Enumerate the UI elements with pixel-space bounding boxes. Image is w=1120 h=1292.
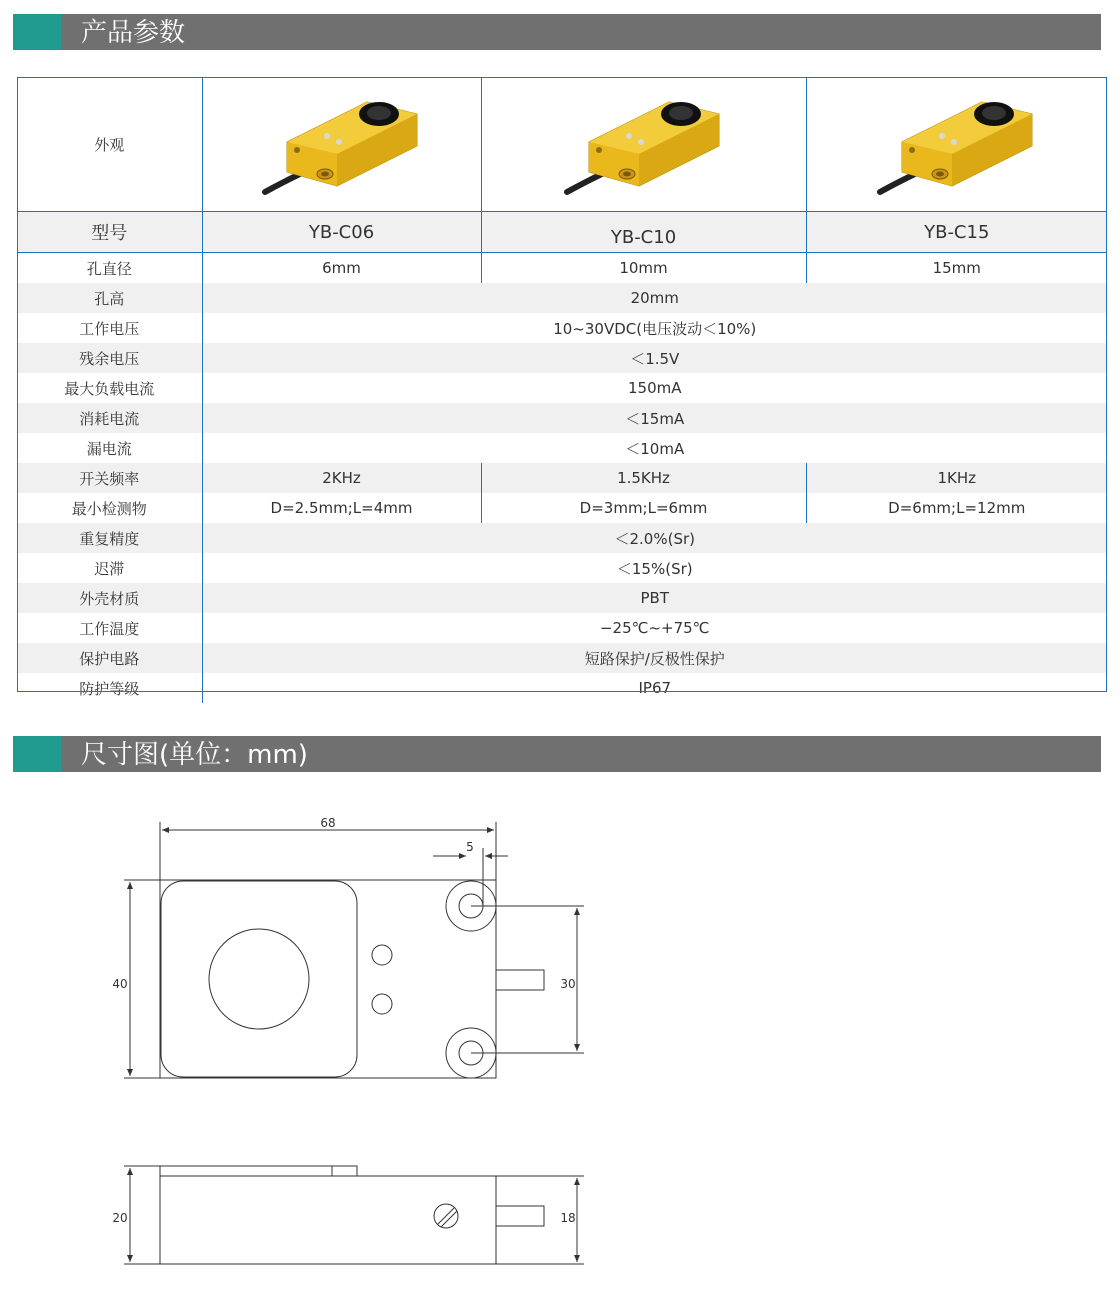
value-cell: −25℃~+75℃	[202, 613, 1107, 643]
dimensions-title: 尺寸图(单位：mm)	[81, 740, 308, 770]
spec-row-leakage-current	[17, 433, 1107, 463]
row-label: 迟滞	[17, 553, 202, 583]
product-image-1	[202, 77, 481, 212]
value-cell: 10mm	[481, 253, 806, 284]
spec-row-working-voltage	[17, 313, 1107, 343]
spec-row-protection-grade	[17, 673, 1107, 703]
dim-side-height-label: 20	[112, 1211, 128, 1225]
spec-row-repeat-accuracy	[17, 523, 1107, 553]
value-cell: 1.5KHz	[481, 463, 806, 493]
value-cell: 2KHz	[202, 463, 481, 493]
row-label: 残余电压	[17, 343, 202, 373]
spec-row-working-temp	[17, 613, 1107, 643]
sensing-face	[161, 881, 357, 1077]
value-cell: D=2.5mm;L=4mm	[202, 493, 481, 523]
spec-row-residual-voltage	[17, 343, 1107, 373]
row-label: 外观	[17, 77, 202, 212]
row-label: 防护等级	[17, 673, 202, 703]
value-cell: PBT	[202, 583, 1107, 613]
model-cell: YB-C06	[202, 212, 481, 253]
value-cell: 20mm	[202, 283, 1107, 313]
dim-height-label: 40	[112, 977, 128, 991]
dim-hole-offset-label: 5	[466, 840, 474, 854]
product-image-3	[806, 77, 1107, 212]
spec-row-protection-circuit	[17, 643, 1107, 673]
value-cell: 15mm	[806, 253, 1107, 284]
side-connector	[496, 1206, 544, 1226]
value-cell: D=6mm;L=12mm	[806, 493, 1107, 523]
row-label: 最小检测物	[17, 493, 202, 523]
spec-row-housing-material	[17, 583, 1107, 613]
spec-row-max-load-current	[17, 373, 1107, 403]
value-cell: ＜2.0%(Sr)	[202, 523, 1107, 553]
row-label: 孔高	[17, 283, 202, 313]
connector	[496, 970, 544, 990]
product-params-title: 产品参数	[81, 18, 186, 48]
dimension-drawing	[0, 780, 700, 1280]
led-indicator	[372, 945, 392, 965]
row-label: 开关频率	[17, 463, 202, 493]
spec-row-min-detect-object	[17, 493, 1107, 523]
model-cell: YB-C15	[806, 212, 1107, 253]
value-cell: ＜15mA	[202, 403, 1107, 433]
dim-width-label: 68	[320, 816, 336, 830]
spec-row-hysteresis	[17, 553, 1107, 583]
spec-row-switch-frequency	[17, 463, 1107, 493]
row-label: 孔直径	[17, 253, 202, 284]
spec-row-hole-height	[17, 283, 1107, 313]
header-accent	[13, 736, 61, 772]
product-params-header	[13, 14, 1101, 50]
led-indicator	[372, 994, 392, 1014]
spec-table	[17, 77, 1107, 703]
value-cell: 短路保护/反极性保护	[202, 643, 1107, 673]
side-tab	[332, 1166, 357, 1176]
product-image-2	[481, 77, 806, 212]
spec-row-consumption-current	[17, 403, 1107, 433]
row-label: 外壳材质	[17, 583, 202, 613]
row-label: 工作电压	[17, 313, 202, 343]
appearance-row	[17, 77, 1107, 212]
row-label: 最大负载电流	[17, 373, 202, 403]
value-cell: 1KHz	[806, 463, 1107, 493]
side-view	[160, 1166, 544, 1264]
value-cell: ＜1.5V	[202, 343, 1107, 373]
row-label: 重复精度	[17, 523, 202, 553]
value-cell: D=3mm;L=6mm	[481, 493, 806, 523]
value-cell: 150mA	[202, 373, 1107, 403]
value-cell: 6mm	[202, 253, 481, 284]
value-cell: IP67	[202, 673, 1107, 703]
value-cell: ＜15%(Sr)	[202, 553, 1107, 583]
model-cell: YB-C10	[481, 212, 806, 253]
top-view	[160, 880, 544, 1078]
row-label: 型号	[17, 212, 202, 253]
row-label: 保护电路	[17, 643, 202, 673]
dimensions-header	[13, 736, 1101, 772]
row-label: 消耗电流	[17, 403, 202, 433]
row-label: 工作温度	[17, 613, 202, 643]
value-cell: 10~30VDC(电压波动＜10%)	[202, 313, 1107, 343]
model-row	[17, 212, 1107, 253]
spec-row-hole-diameter	[17, 253, 1107, 284]
dim-connector-height-label: 18	[560, 1211, 576, 1225]
side-view-body	[160, 1176, 496, 1264]
row-label: 漏电流	[17, 433, 202, 463]
dim-hole-spacing-label: 30	[560, 977, 576, 991]
value-cell: ＜10mA	[202, 433, 1107, 463]
sensing-hole	[209, 929, 309, 1029]
top-view-body	[160, 880, 496, 1078]
header-accent	[13, 14, 61, 50]
